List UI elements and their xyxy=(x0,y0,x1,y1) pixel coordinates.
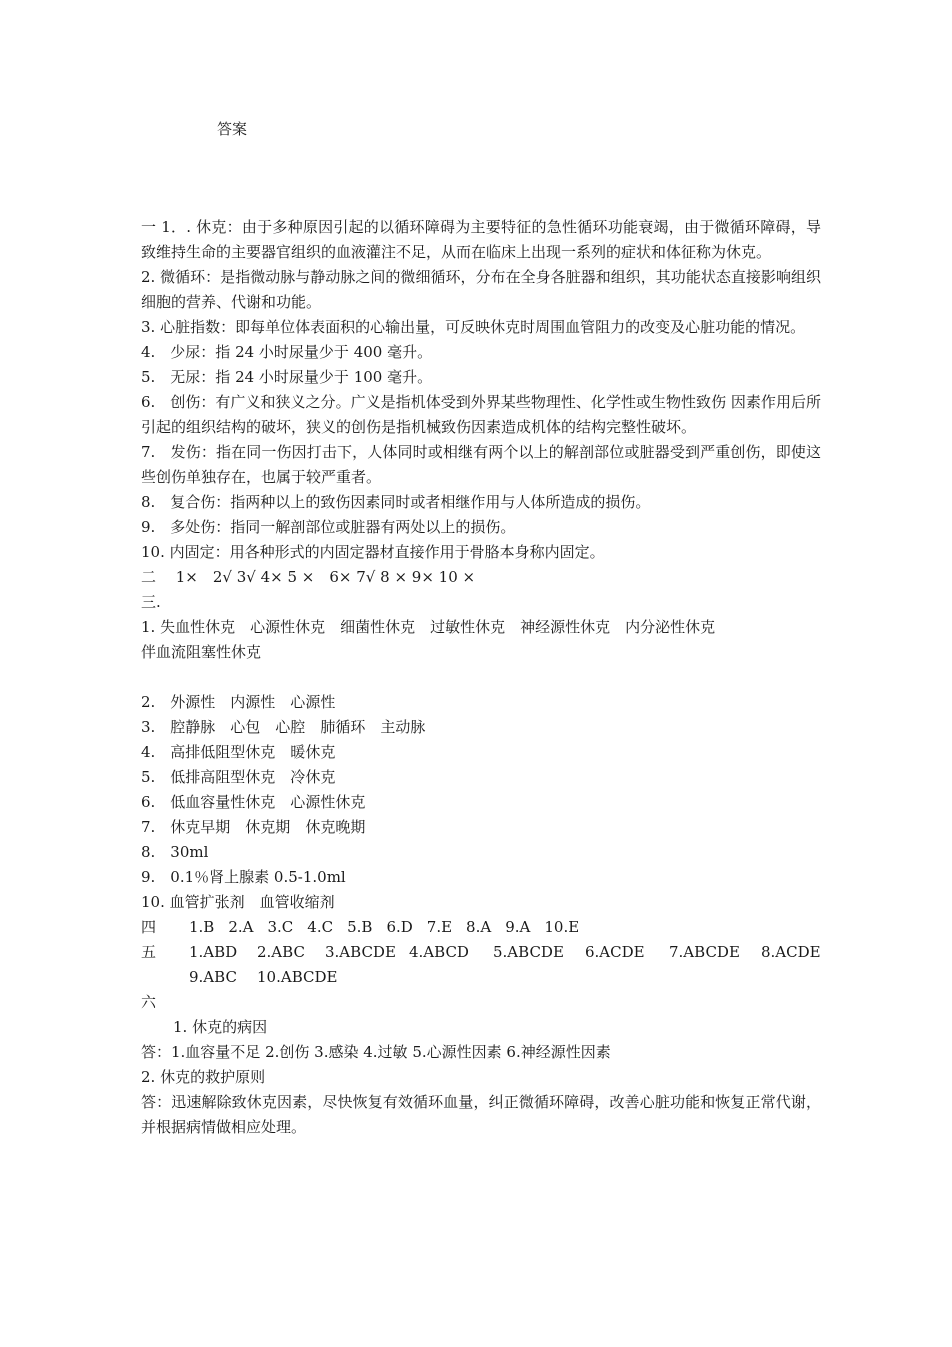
choice-answer: 10.E xyxy=(544,918,580,936)
section-4-single-choice xyxy=(141,915,821,940)
answer-list xyxy=(189,915,821,940)
answer-1: 答：1.血容量不足 2.创伤 3.感染 4.过敏 5.心源性因素 6.神经源性因素 xyxy=(141,1043,611,1061)
section-4-label: 四 xyxy=(141,918,157,936)
section-2-true-false: 二 1× 2√ 3√ 4× 5 × 6× 7√ 8 × 9× 10 × xyxy=(141,568,476,586)
fill-item: 7. 休克早期 休克期 休克晚期 xyxy=(141,818,366,836)
definition-item: 7. 发伤：指在同一伤因打击下，人体同时或相继有两个以上的解剖部位或脏器受到严重创伤，即使这些创伤单独存在，也属于较严重者。 xyxy=(141,443,821,486)
choice-answer: 1.ABD xyxy=(189,943,238,961)
section-5-label: 五 xyxy=(141,943,157,961)
choice-answer: 5.ABCDE xyxy=(493,943,564,961)
answer-2: 答：迅速解除致休克因素，尽快恢复有效循环血量，纠正微循环障碍，改善心脏功能和恢复正常代谢，并根据病情做相应处理。 xyxy=(141,1093,821,1136)
choice-answer: 5.B xyxy=(347,918,373,936)
fill-item: 3. 腔静脉 心包 心腔 肺循环 主动脉 xyxy=(141,718,426,736)
section-3-fill-blanks xyxy=(141,590,821,915)
fill-item: 6. 低血容量性休克 心源性休克 xyxy=(141,793,366,811)
choice-answer: 3.C xyxy=(267,918,294,936)
choice-answer: 2.A xyxy=(228,918,254,936)
choice-answer: 2.ABC xyxy=(257,943,305,961)
definition-item: 6. 创伤：有广义和狭义之分。广义是指机体受到外界某些物理性、化学性或生物性致伤 因素作用后所引起的组织结构的破坏，狭义的创伤是指机械致伤因素造成机体的结构完整性破坏。 xyxy=(141,393,821,436)
choice-answer: 9.ABC xyxy=(189,968,237,986)
choice-answer: 7.E xyxy=(426,918,453,936)
section-6-label: 六 xyxy=(141,993,157,1011)
choice-answer: 9.A xyxy=(505,918,531,936)
definition-item: 一 1．. 休克：由于多种原因引起的以循环障碍为主要特征的急性循环功能衰竭，由于微循环障碍，导致维持生命的主要器官组织的血液灌注不足，从而在临床上出现一系列的症状和体征称为休克。 xyxy=(141,218,821,261)
question-1: 1. 休克的病因 xyxy=(173,1018,268,1036)
section-3-label: 三. xyxy=(141,593,161,611)
section-1-definitions xyxy=(141,215,821,565)
definition-item: 9. 多处伤：指同一解剖部位或脏器有两处以上的损伤。 xyxy=(141,518,516,536)
definition-item: 4. 少尿：指 24 小时尿量少于 400 毫升。 xyxy=(141,343,433,361)
choice-answer: 4.C xyxy=(307,918,334,936)
fill-item: 5. 低排高阻型休克 冷休克 xyxy=(141,768,336,786)
fill-item: 2. 外源性 内源性 心源性 xyxy=(141,693,336,711)
definition-item: 3. 心脏指数：即每单位体表面积的心输出量，可反映休克时周围血管阻力的改变及心脏功能的情况。 xyxy=(141,318,806,336)
choice-answer: 1.B xyxy=(189,918,215,936)
section-6-short-answer xyxy=(141,990,821,1140)
fill-item: 9. 0.1％肾上腺素 0.5-1.0ml xyxy=(141,868,346,886)
fill-item: 10. 血管扩张剂 血管收缩剂 xyxy=(141,893,335,911)
choice-answer: 3.ABCDE xyxy=(325,943,396,961)
answer-list xyxy=(189,940,821,990)
fill-item-continuation: 伴血流阻塞性休克 xyxy=(141,643,262,661)
fill-item: 4. 高排低阻型休克 暖休克 xyxy=(141,743,336,761)
choice-answer: 7.ABCDE xyxy=(669,943,740,961)
choice-answer: 4.ABCD xyxy=(409,943,469,961)
choice-answer: 6.D xyxy=(386,918,413,936)
answer-body xyxy=(141,215,821,1140)
definition-item: 10. 内固定：用各种形式的内固定器材直接作用于骨胳本身称内固定。 xyxy=(141,543,605,561)
page-title: 答案 xyxy=(217,120,248,138)
fill-item: 8. 30ml xyxy=(141,843,209,861)
choice-answer: 10.ABCDE xyxy=(257,968,338,986)
definition-item: 8. 复合伤：指两种以上的致伤因素同时或者相继作用与人体所造成的损伤。 xyxy=(141,493,651,511)
choice-answer: 8.A xyxy=(466,918,492,936)
fill-item: 1. 失血性休克 心源性休克 细菌性休克 过敏性休克 神经源性休克 内分泌性休克 xyxy=(141,618,716,636)
blank-line xyxy=(141,665,821,690)
choice-answer: 6.ACDE xyxy=(585,943,645,961)
question-2: 2. 休克的救护原则 xyxy=(141,1068,266,1086)
section-5-multiple-choice xyxy=(141,940,821,990)
definition-item: 2. 微循环：是指微动脉与静动脉之间的微细循环，分布在全身各脏器和组织，其功能状态直接影响组织细胞的营养、代谢和功能。 xyxy=(141,268,821,311)
definition-item: 5. 无尿：指 24 小时尿量少于 100 毫升。 xyxy=(141,368,433,386)
choice-answer: 8.ACDE xyxy=(761,943,821,961)
